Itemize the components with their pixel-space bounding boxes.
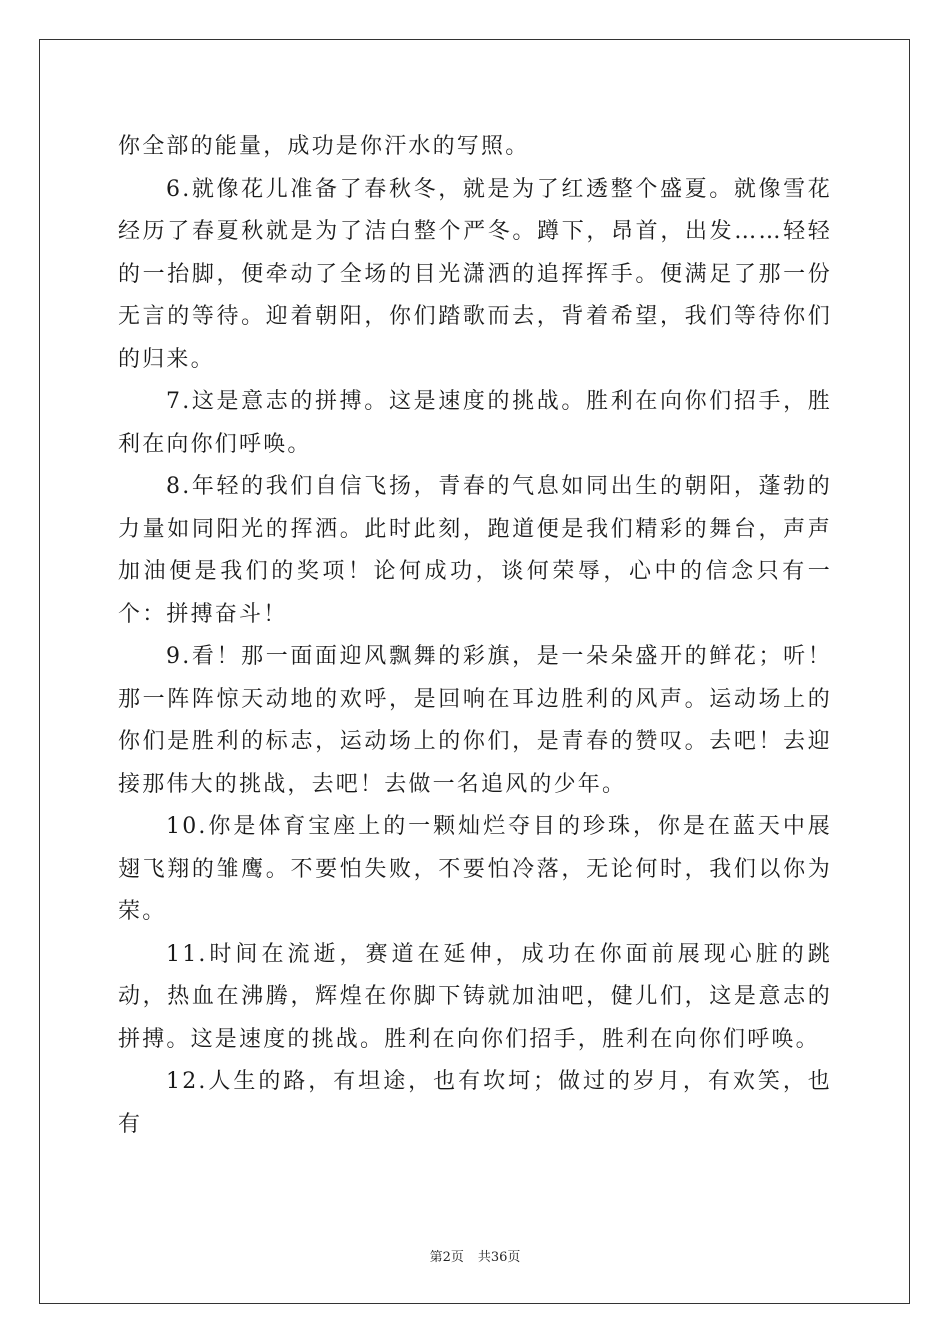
document-body <box>118 126 832 1146</box>
paragraph-item-12: 12.人生的路，有坦途，也有坎坷；做过的岁月，有欢笑，也有 <box>118 1069 832 1137</box>
paragraph-item-11: 11.时间在流逝，赛道在延伸，成功在你面前展现心脏的跳动，热血在沸腾，辉煌在你脚下铸就加油吧，健儿们，这是意志的拼搏。这是速度的挑战。胜利在向你们招手，胜利在向你们呼唤。 <box>118 941 832 1052</box>
page-number: 第2页 <box>429 1250 464 1265</box>
page-footer <box>0 1246 950 1265</box>
paragraph-item-9: 9.看！那一面面迎风飘舞的彩旗，是一朵朵盛开的鲜花；听！那一阵阵惊天动地的欢呼，是回响在耳边胜利的风声。运动场上的你们是胜利的标志，运动场上的你们，是青春的赞叹。去吧！去迎接那伟大的挑战，去吧！去做一名追风的少年。 <box>118 644 832 797</box>
paragraph-continuation: 你全部的能量，成功是你汗水的写照。 <box>118 134 530 159</box>
paragraph-item-6: 6.就像花儿准备了春秋冬，就是为了红透整个盛夏。就像雪花经历了春夏秋就是为了洁白整个严冬。蹲下，昂首，出发……轻轻的一抬脚，便牵动了全场的目光潇洒的追挥挥手。便满足了那一份无言的等待。迎着朝阳，你们踏歌而去，背着希望，我们等待你们的归来。 <box>118 176 832 372</box>
paragraph-item-7: 7.这是意志的拼搏。这是速度的挑战。胜利在向你们招手，胜利在向你们呼唤。 <box>118 389 832 457</box>
paragraph-item-10: 10.你是体育宝座上的一颗灿烂夺目的珍珠，你是在蓝天中展翅飞翔的雏鹰。不要怕失败，不要怕冷落，无论何时，我们以你为荣。 <box>118 814 832 924</box>
page-total: 共36页 <box>477 1250 521 1265</box>
paragraph-item-8: 8.年轻的我们自信飞扬，青春的气息如同出生的朝阳，蓬勃的力量如同阳光的挥洒。此时此刻，跑道便是我们精彩的舞台，声声加油便是我们的奖项！论何成功，谈何荣辱，心中的信念只有一个：拼搏奋斗！ <box>118 474 832 627</box>
